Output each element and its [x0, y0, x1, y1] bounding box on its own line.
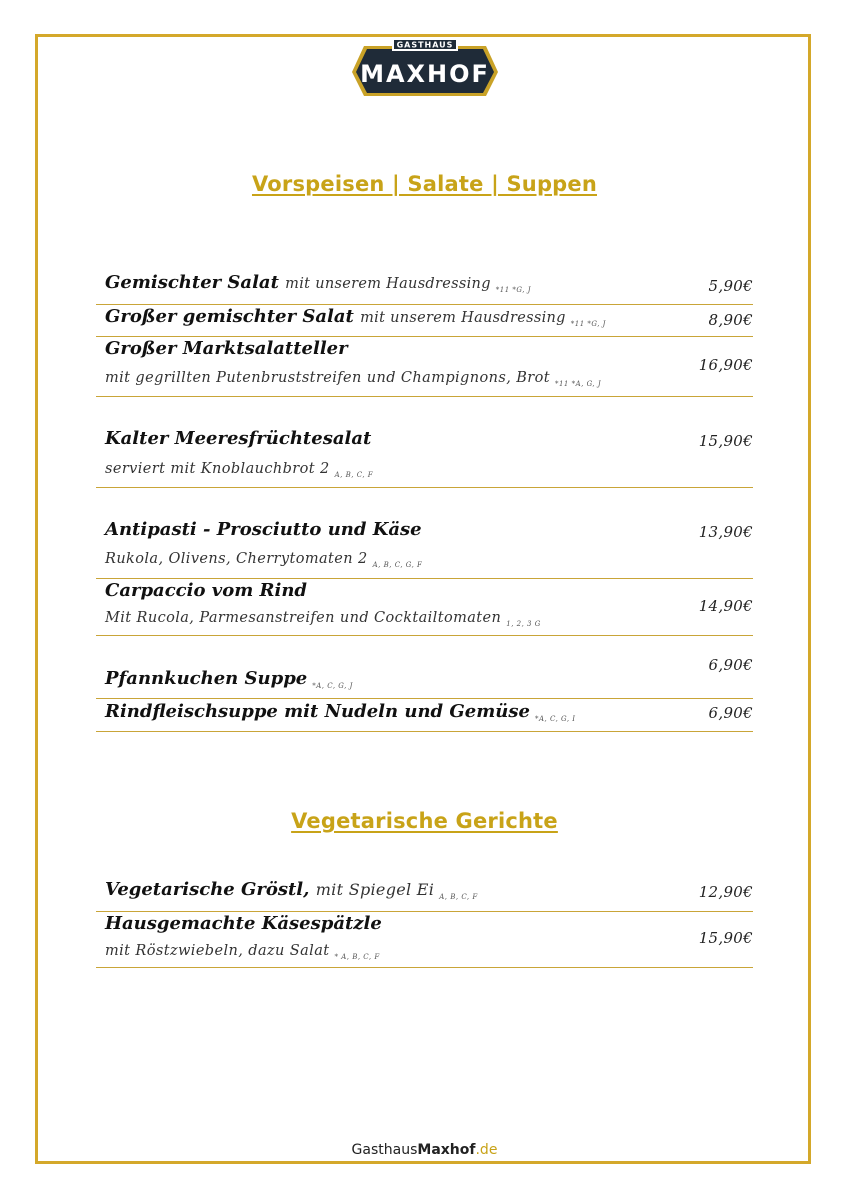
allergen-codes: 1, 2, 3 G: [506, 620, 541, 628]
item-price: 8,90€: [708, 311, 753, 329]
maxhof-logo: [352, 36, 498, 98]
footer-prefix: Gasthaus: [351, 1142, 418, 1158]
allergen-codes: *A, C, G, I: [534, 715, 576, 723]
item-description: Rukola, Olivens, Cherrytomaten 2 $_{A, B, C, G, F}$: [105, 551, 423, 569]
section-title-starters: Vorspeisen | Salate | Suppen: [251, 172, 597, 196]
menu-item: [96, 652, 753, 699]
item-name: Antipasti - Prosciutto und Käse: [105, 519, 422, 540]
allergen-codes: A, B, C, G, F: [372, 561, 423, 569]
item-price: 5,90€: [708, 277, 753, 295]
item-price: 13,90€: [698, 523, 753, 541]
logo-top-text: GASTHAUS: [396, 40, 454, 50]
allergen-codes: * A, B, C, F: [334, 953, 380, 961]
item-price: 15,90€: [698, 432, 753, 450]
item-name: Großer Marktsalatteller: [105, 338, 348, 359]
footer-brand: Maxhof: [417, 1142, 476, 1158]
item-price: 6,90€: [708, 656, 753, 674]
allergen-codes: *11 *A, G, J: [554, 380, 602, 388]
allergen-codes: *11 *G, J: [570, 320, 606, 328]
item-price: 14,90€: [698, 597, 753, 615]
menu-item: [96, 911, 753, 968]
item-name: Rindfleischsuppe mit Nudeln und Gemüse $_{*A, C, G, I}$: [105, 701, 576, 723]
item-name: Vegetarische Gröstl, mit Spiegel Ei $_{A, B, C, F}$: [105, 879, 478, 901]
item-description: Mit Rucola, Parmesanstreifen und Cocktailtomaten $_{1, 2, 3 G}$: [105, 610, 541, 628]
footer-tld: .de: [475, 1142, 498, 1158]
section-title-vegetarian: Vegetarische Gerichte: [291, 809, 558, 833]
item-price: 6,90€: [708, 704, 753, 722]
item-description: mit Spiegel Ei: [315, 880, 435, 899]
item-name: Carpaccio vom Rind: [105, 580, 307, 601]
item-price: 16,90€: [698, 356, 753, 374]
menu-item: [96, 875, 753, 912]
menu-item: [96, 578, 753, 636]
item-name: Gemischter Salat mit unserem Hausdressing $_{*11 *G, J}$: [105, 272, 532, 294]
item-description: mit gegrillten Putenbruststreifen und Champignons, Brot $_{*11 *A, G, J}$: [105, 370, 602, 388]
item-name: Kalter Meeresfrüchtesalat: [105, 428, 372, 449]
item-price: 15,90€: [698, 929, 753, 947]
item-name: Hausgemachte Käsespätzle: [105, 913, 382, 934]
menu-item: [96, 698, 753, 732]
menu-item: [96, 270, 753, 305]
allergen-codes: A, B, C, F: [334, 471, 374, 479]
item-description: mit unserem Hausdressing: [285, 276, 491, 292]
item-price: 12,90€: [698, 883, 753, 901]
footer-website[interactable]: [0, 1142, 849, 1158]
menu-item: [96, 517, 753, 579]
menu-item: [96, 336, 753, 397]
item-name: Pfannkuchen Suppe $_{*A, C, G, J}$: [105, 668, 353, 690]
item-description: mit Röstzwiebeln, dazu Salat $_{* A, B, C, F}$: [105, 943, 380, 961]
allergen-codes: A, B, C, F: [439, 893, 478, 901]
item-name: Großer gemischter Salat mit unserem Hausdressing $_{*11 *G, J}$: [105, 306, 606, 328]
item-description: serviert mit Knoblauchbrot 2 $_{A, B, C, F}$: [105, 461, 374, 479]
menu-item: [96, 426, 753, 488]
allergen-codes: *A, C, G, J: [312, 682, 353, 690]
item-description: mit unserem Hausdressing: [360, 310, 566, 326]
logo-main-text: MAXHOF: [360, 60, 490, 88]
allergen-codes: *11 *G, J: [495, 286, 532, 294]
menu-item: [96, 304, 753, 337]
